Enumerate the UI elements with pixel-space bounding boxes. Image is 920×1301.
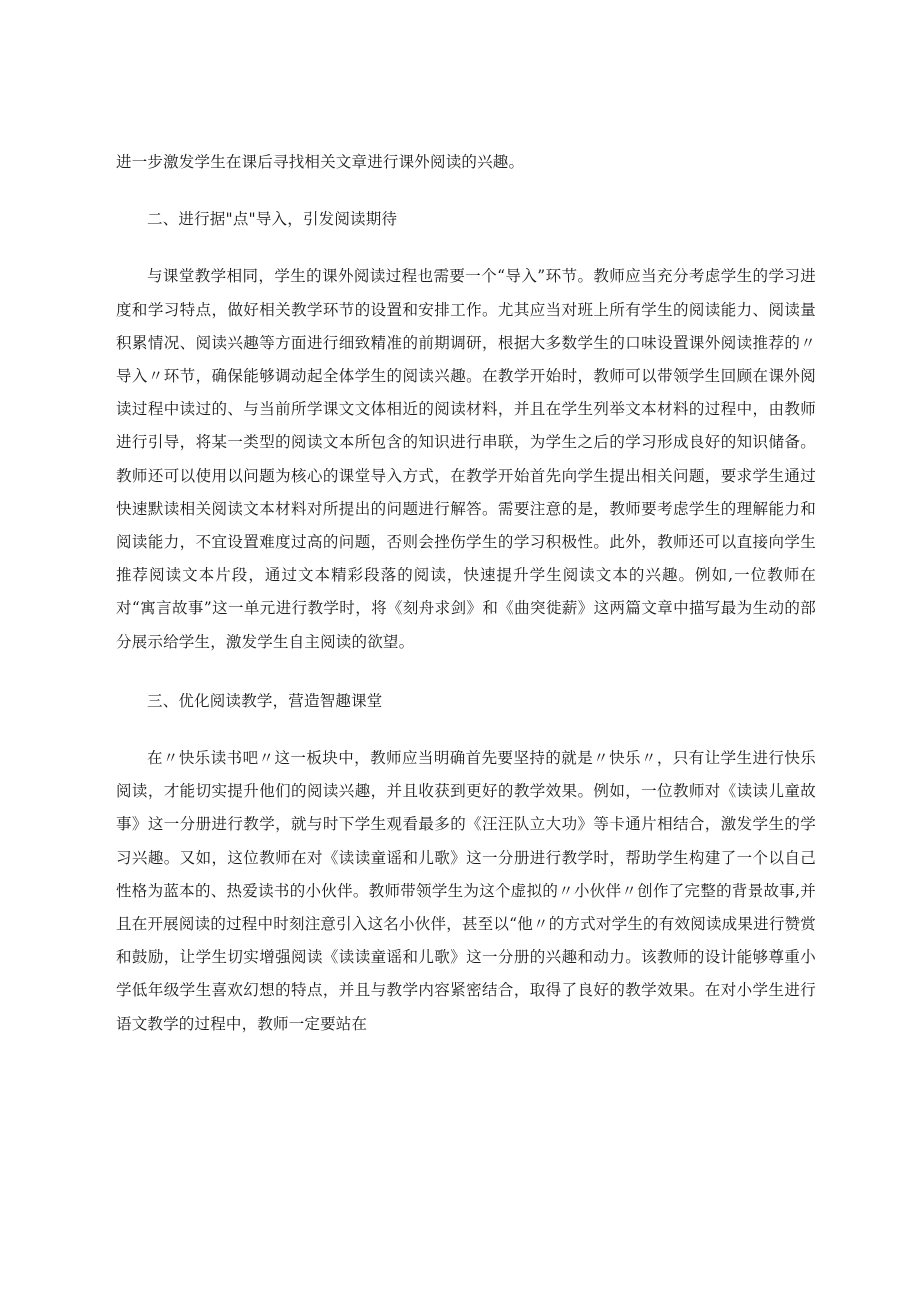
- section-3-paragraph: 在〃快乐读书吧〃这一板块中，教师应当明确首先要坚持的就是〃快乐〃，只有让学生进行快乐阅读，才能切实提升他们的阅读兴趣，并且收获到更好的教学效果。例如，一位教师对《读读儿童故事》这一分册进行教学，就与时下学生观看最多的《汪汪队立大功》等卡通片相结合，激发学生的学习兴趣。又如，这位教师在对《读读童谣和儿歌》这一分册进行教学时，帮助学生构建了一个以自己性格为蓝本的、热爱读书的小伙伴。教师带领学生为这个虚拟的〃小伙伴〃创作了完整的背景故事,并且在开展阅读的过程中时刻注意引入这名小伙伴，甚至以“他〃的方式对学生的有效阅读成果进行赞赏和鼓励，让学生切实增强阅读《读读童谣和儿歌》这一分册的兴趣和动力。该教师的设计能够尊重小学低年级学生喜欢幻想的特点，并且与教学内容紧密结合，取得了良好的教学效果。在对小学生进行语文教学的过程中，教师一定要站在: [116, 749, 816, 1033]
- spacer: [116, 179, 816, 203]
- spacer: [116, 236, 816, 260]
- document-page: [116, 146, 816, 1041]
- section-3-heading: 三、优化阅读教学，营造智趣课堂: [147, 691, 383, 710]
- section-2-heading: 二、进行据"点"导入，引发阅读期待: [147, 210, 398, 229]
- spacer: [116, 659, 816, 685]
- spacer: [116, 718, 816, 742]
- continuation-paragraph: 进一步激发学生在课后寻找相关文章进行课外阅读的兴趣。: [116, 153, 525, 171]
- section-2-paragraph: 与课堂教学相同，学生的课外阅读过程也需要一个“导入”环节。教师应当充分考虑学生的学习进度和学习特点，做好相关教学环节的设置和安排工作。尤其应当对班上所有学生的阅读能力、阅读量积累情况、阅读兴趣等方面进行细致精准的前期调研，根据大多数学生的口味设置课外阅读推荐的〃导入〃环节，确保能够调动起全体学生的阅读兴趣。在教学开始时，教师可以带领学生回顾在课外阅读过程中读过的、与当前所学课文文体相近的阅读材料，并且在学生列举文本材料的过程中，由教师进行引导，将某一类型的阅读文本所包含的知识进行串联，为学生之后的学习形成良好的知识储备。教师还可以使用以问题为核心的课堂导入方式，在教学开始首先向学生提出相关问题，要求学生通过快速默读相关阅读文本材料对所提出的问题进行解答。需要注意的是，教师要考虑学生的理解能力和阅读能力，不宜设置难度过高的问题，否则会挫伤学生的学习积极性。此外，教师还可以直接向学生推荐阅读文本片段，通过文本精彩段落的阅读，快速提升学生阅读文本的兴趣。例如,一位教师在对“寓言故事”这一单元进行教学时，将《刻舟求剑》和《曲突徙薪》这两篇文章中描写最为生动的部分展示给学生，激发学生自主阅读的欲望。: [116, 267, 816, 651]
